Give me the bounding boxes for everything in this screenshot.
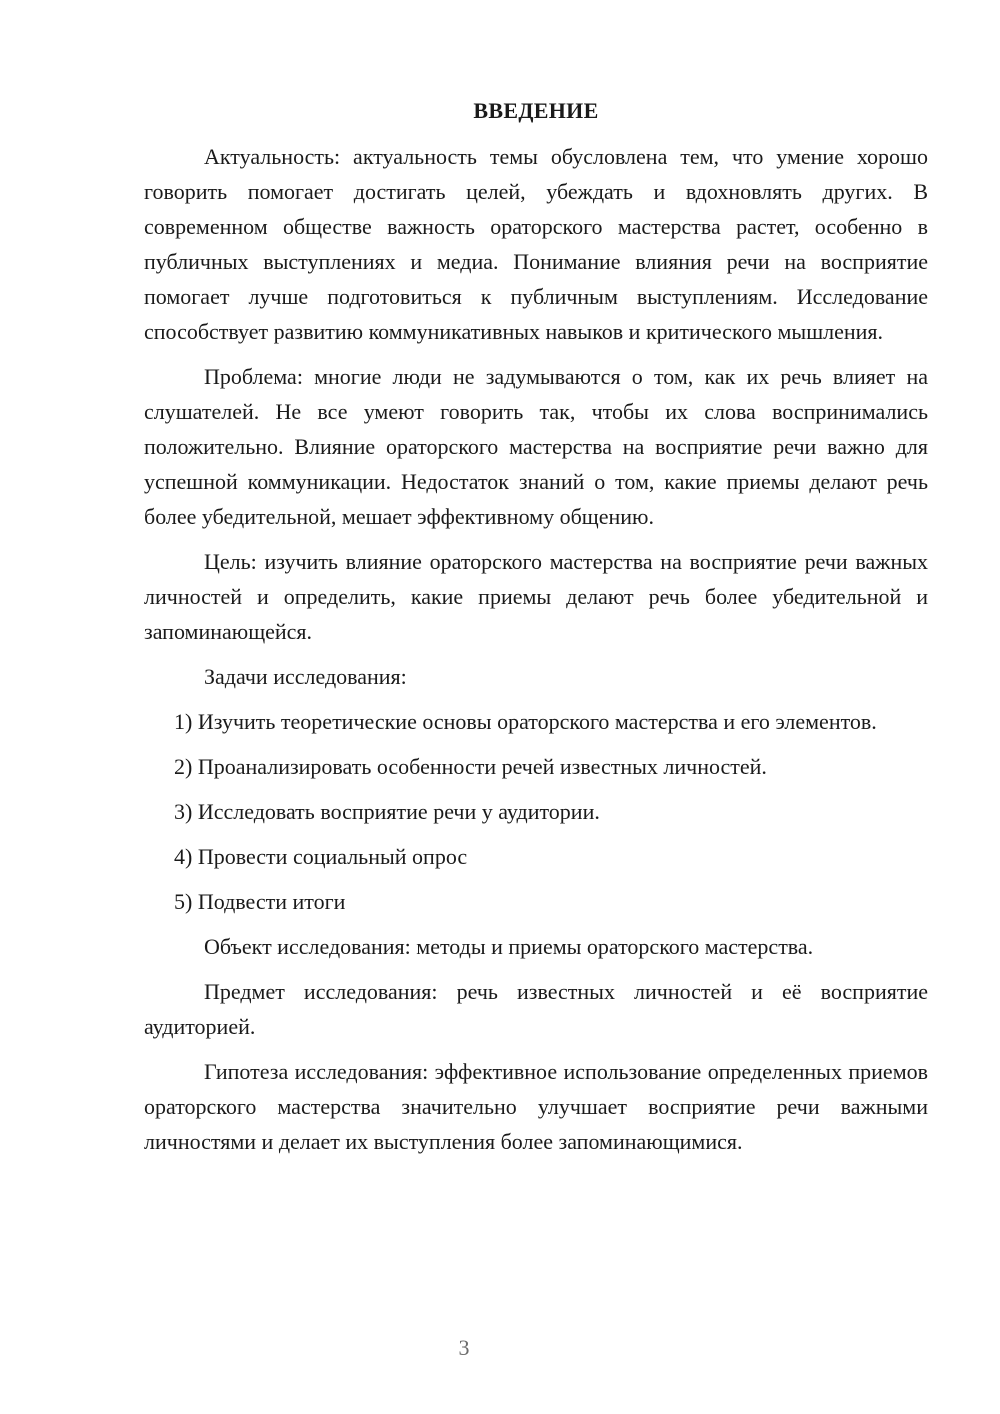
task-item-5: 5) Подвести итоги — [174, 889, 346, 914]
page-content — [144, 96, 928, 1159]
task-item-1: 1) Изучить теоретические основы ораторского мастерства и его элементов. — [174, 709, 877, 734]
task-item-2: 2) Проанализировать особенности речей известных личностей. — [174, 754, 767, 779]
subject-paragraph: Предмет исследования: речь известных личностей и её восприятие аудиторией. — [144, 979, 928, 1039]
problem-paragraph: Проблема: многие люди не задумываются о том, как их речь влияет на слушателей. Не все умеют говорить так, чтобы их слова воспринимались положительно. Влияние ораторского мастерства на восприятие речи важно для успешной коммуникации. Недостаток знаний о том, какие приемы делают речь более убедительной, мешает эффективному общению. — [144, 364, 928, 529]
goal-paragraph: Цель: изучить влияние ораторского мастерства на восприятие речи важных личностей и определить, какие приемы делают речь более убедительной и запоминающейся. — [144, 549, 928, 644]
section-title: ВВЕДЕНИЕ — [473, 98, 599, 123]
task-item-4: 4) Провести социальный опрос — [174, 844, 468, 869]
task-item-3: 3) Исследовать восприятие речи у аудитории. — [174, 799, 600, 824]
tasks-heading: Задачи исследования: — [204, 664, 407, 689]
page-number: 3 — [458, 1335, 470, 1360]
object-paragraph: Объект исследования: методы и приемы ораторского мастерства. — [204, 934, 814, 959]
relevance-paragraph: Актуальность: актуальность темы обусловлена тем, что умение хорошо говорить помогает достигать целей, убеждать и вдохновлять других. В современном обществе важность ораторского мастерства растет, особенно в публичных выступлениях и медиа. Понимание влияния речи на восприятие помогает лучше подготовиться к публичным выступлениям. Исследование способствует развитию коммуникативных навыков и критического мышления. — [144, 144, 928, 344]
hypothesis-paragraph: Гипотеза исследования: эффективное использование определенных приемов ораторского мастерства значительно улучшает восприятие речи важными личностями и делает их выступления более запоминающимися. — [144, 1059, 928, 1154]
